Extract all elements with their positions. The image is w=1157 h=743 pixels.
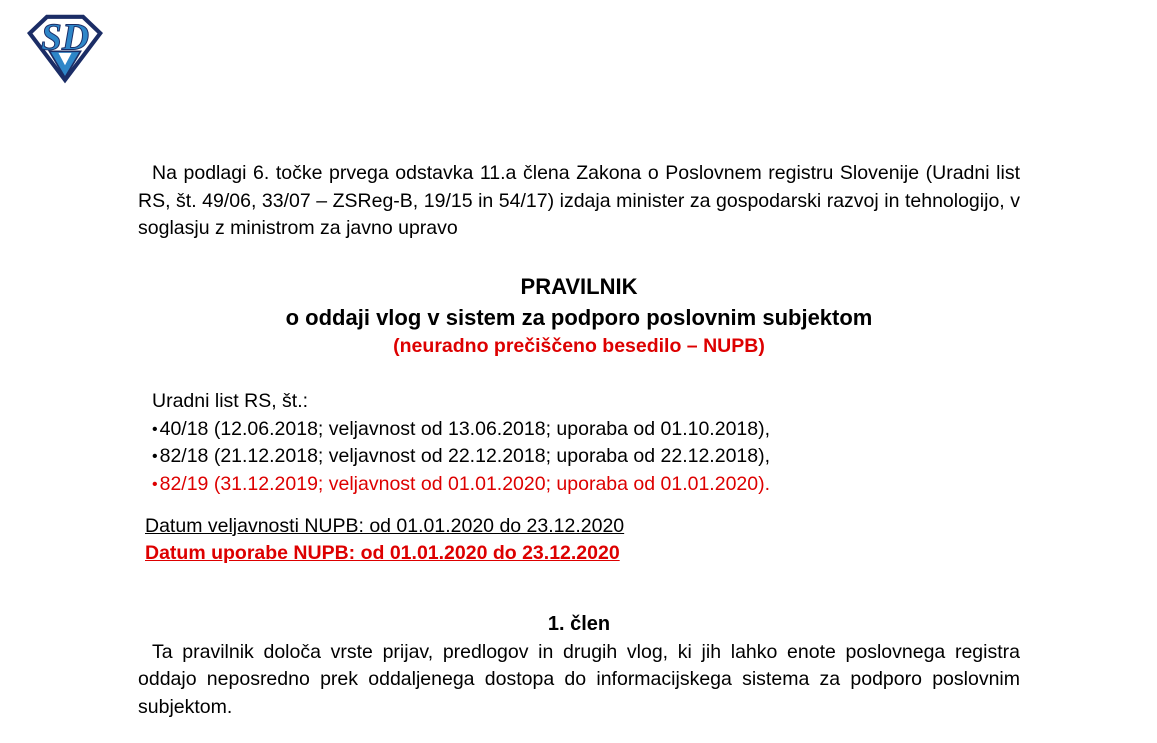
document-subtitle: o oddaji vlog v sistem za podporo poslovnim subjektom <box>285 304 873 330</box>
gazette-item-text: 82/19 (31.12.2019; veljavnost od 01.01.2020; uporaba od 01.01.2020). <box>159 472 771 495</box>
intro-paragraph: Na podlagi 6. točke prvega odstavka 11.a člena Zakona o Poslovnem registru Slovenije (Uradni list RS, št. 49/06, 33/07 – ZSReg-B, 19/15 in 54/17) izdaja minister za gospodarski razvoj in tehnologijo, v soglasju z ministrom za javno upravo <box>138 162 1020 239</box>
nupb-effective-dates <box>145 513 1020 540</box>
gazette-item <box>152 416 1020 444</box>
gazette-item <box>152 471 1020 499</box>
sd-shield-logo <box>24 11 106 85</box>
bullet-icon: • <box>152 420 158 438</box>
bullet-icon: • <box>152 475 158 493</box>
nupb-validity-block <box>138 513 1020 566</box>
nupb-application-dates-text: Datum uporabe NUPB: od 01.01.2020 do 23.12.2020 <box>145 541 620 564</box>
gazette-item-text: 40/18 (12.06.2018; veljavnost od 13.06.2018; uporaba od 01.10.2018), <box>159 417 771 440</box>
nupb-effective-dates-text: Datum veljavnosti NUPB: od 01.01.2020 do 23.12.2020 <box>145 515 625 537</box>
nupb-application-dates <box>145 540 1020 567</box>
bullet-icon: • <box>152 448 158 465</box>
unofficial-text-note: (neuradno prečiščeno besedilo – NUPB) <box>393 334 765 357</box>
document-content <box>138 0 1020 721</box>
shield-icon <box>24 11 106 85</box>
gazette-item-text: 82/18 (21.12.2018; veljavnost od 22.12.2018; uporaba od 22.12.2018), <box>159 445 771 467</box>
gazette-item <box>152 443 1020 471</box>
article-1-body: Ta pravilnik določa vrste prijav, predlogov in drugih vlog, ki jih lahko enote poslovnega registra oddajo neposredno prek oddaljenega dostopa do informacijskega sistema za podporo poslovnim subjektom. <box>138 640 1020 718</box>
document-title: PRAVILNIK <box>520 273 638 299</box>
official-gazette-list <box>138 388 1020 498</box>
title-block <box>138 271 1020 361</box>
article-1-heading: 1. člen <box>547 613 611 635</box>
logo-letters: SD <box>40 16 90 59</box>
gazette-heading: Uradni list RS, št.: <box>152 390 309 412</box>
